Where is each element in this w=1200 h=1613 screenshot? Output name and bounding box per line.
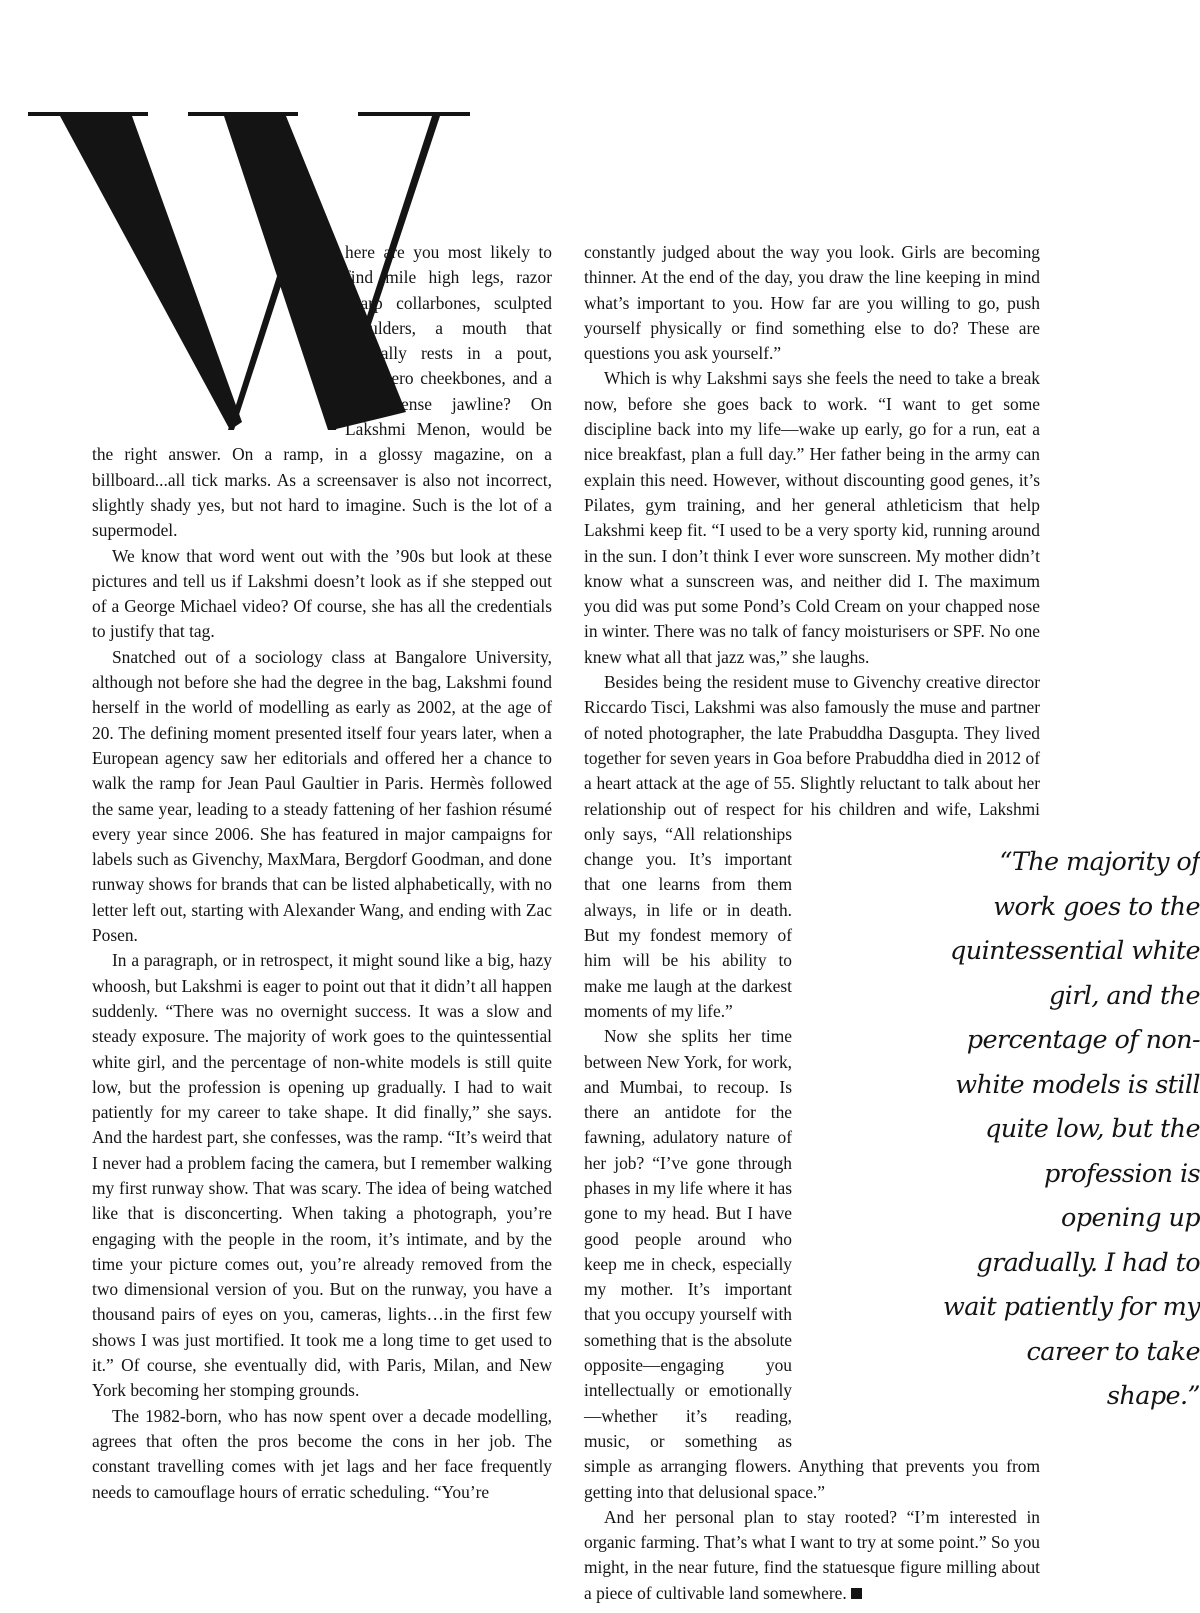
paragraph: The 1982-born, who has now spent over a decade modelling, agrees that often the pros become the cons in her job. The constant travelling comes with jet lags and her face frequently needs to camouflage hours of erratic scheduling. “You’re bbox=[92, 1405, 552, 1502]
paragraph: In a paragraph, or in retrospect, it might sound like a big, hazy whoosh, but Lakshmi is eager to point out that it didn’t all happen suddenly. “There was no overnight success. It was a slow and steady exposure. The majority of work goes to the quintessential white girl, and the percentage of non-white models is still quite low, but the profession is opening up gradually. I had to wait patiently for my career to take shape. It did finally,” she says. And the hardest part, she confesses, was the ramp. “It’s weird that I never had a problem facing the camera, but I remember walking my first runway show. That was scary. The idea of being watched like that is disconcerting. When taking a photograph, you’re engaging with the people in the room, it’s intimate, and by the time your picture comes out, you’re already removed from the two dimensional version of you. But on the runway, you have a thousand pairs of eyes on you, cameras, lights…in the first few shows I was just mortified. It took me a long time to get used to it.” Of course, she eventually did, with Paris, Milan, and New York becoming her stomping grounds. bbox=[92, 950, 552, 1401]
lead-paragraph: here are you most likely to find mile high legs, razor sharp collarbones, sculpted shoulders, a mouth that naturally rests in a pout, superhero cheekbones, and a no-nonsense jawline? On Lakshmi Menon, would be the right answer. On a ramp, in a glossy magazine, on a billboard...all tick marks. As a screensaver is also not incorrect, slightly shady yes, but not hard to imagine. Such is the lot of a supermodel. bbox=[92, 242, 552, 541]
paragraph: Which is why Lakshmi says she feels the need to take a break now, before she goes back to work. “I want to get some discipline back into my life—wake up early, go for a run, eat a nice breakfast, plan a full day.” Her father being in the army can explain this need. However, without discounting good genes, it’s Pilates, gym training, and her general athleticism that help Lakshmi keep fit. “I used to be a very sporty kid, running around in the sun. I don’t think I ever wore sunscreen. My mother didn’t know what a sunscreen was, and neither did I. The maximum you did was put some Pond’s Cold Cream on your chapped nose in winter. There was no talk of fancy moisturisers or SPF. No one knew what all that jazz was,” she laughs. bbox=[584, 368, 1040, 667]
paragraph: Besides being the resident muse to Givenchy creative director Riccardo Tisci, Lakshmi was also famously the muse and partner of noted photographer, the late Prabuddha Dasgupta. They lived together for seven years in Goa before Prabuddha died in 2012 of a heart attack at the age of 55. Slightly reluctant to talk about her relationship out of respect for his children and wife, Lakshmi only says, “All relationships change you. It’s important that one learns from them always, in life or in death. But my fondest memory of him will be his ability to make me laugh at the darkest moments of my life.” bbox=[584, 672, 1040, 1021]
paragraph: Snatched out of a sociology class at Bangalore University, although not before she had the degree in the bag, Lakshmi found herself in the world of modelling as early as 2002, at the age of 20. The defining moment presented itself four years later, when a European agency saw her editorials and offered her a chance to walk the ramp for Jean Paul Gaultier in Paris. Hermès followed the same year, leading to a steady fattening of her fashion résumé every year since 2006. She has featured in major campaigns for labels such as Givenchy, MaxMara, Bergdorf Goodman, and done runway shows for brands that can be listed alphabetically, with no letter left out, starting with Alexander Wang, and ending with Zac Posen. bbox=[92, 646, 552, 946]
pull-quote: “The majority of work goes to the quintessential white girl, and the percentage of non-white models is still quite low, but the profession is opening up gradually. I had to wait patiently for my career to take shape.” bbox=[943, 847, 1200, 1411]
paragraph: Now she splits her time between New York, for work, and Mumbai, to recoup. Is there an antidote for the fawning, adulatory nature of her job? “I’ve gone through phases in my life where it has gone to my head. But I have good people around who keep me in check, especially my mother. It’s important that you occupy yourself with something that is the absolute opposite—engaging you intellectually or emotionally—whether it’s reading, music, or something as simple as arranging flowers. Anything that prevents you from getting into that delusional space.” bbox=[584, 1026, 1040, 1502]
paragraph bbox=[584, 1505, 1040, 1606]
left-column bbox=[92, 240, 552, 1505]
closing-text: And her personal plan to stay rooted? “I’m interested in organic farming. That’s what I want to try at some point.” So you might, in the near future, find the statuesque figure milling about a piece of cultivable land somewhere. bbox=[584, 1506, 1040, 1603]
paragraph: We know that word went out with the ’90s but look at these pictures and tell us if Lakshmi doesn’t look as if she stepped out of a George Michael video? Of course, she has all the credentials to justify that tag. bbox=[92, 545, 552, 642]
end-mark-icon bbox=[851, 1588, 862, 1599]
paragraph: constantly judged about the way you look. Girls are becoming thinner. At the end of the day, you draw the line keeping in mind what’s important to you. How far are you willing to go, push yourself physically or find something else to do? These are questions you ask yourself.” bbox=[584, 242, 1040, 364]
